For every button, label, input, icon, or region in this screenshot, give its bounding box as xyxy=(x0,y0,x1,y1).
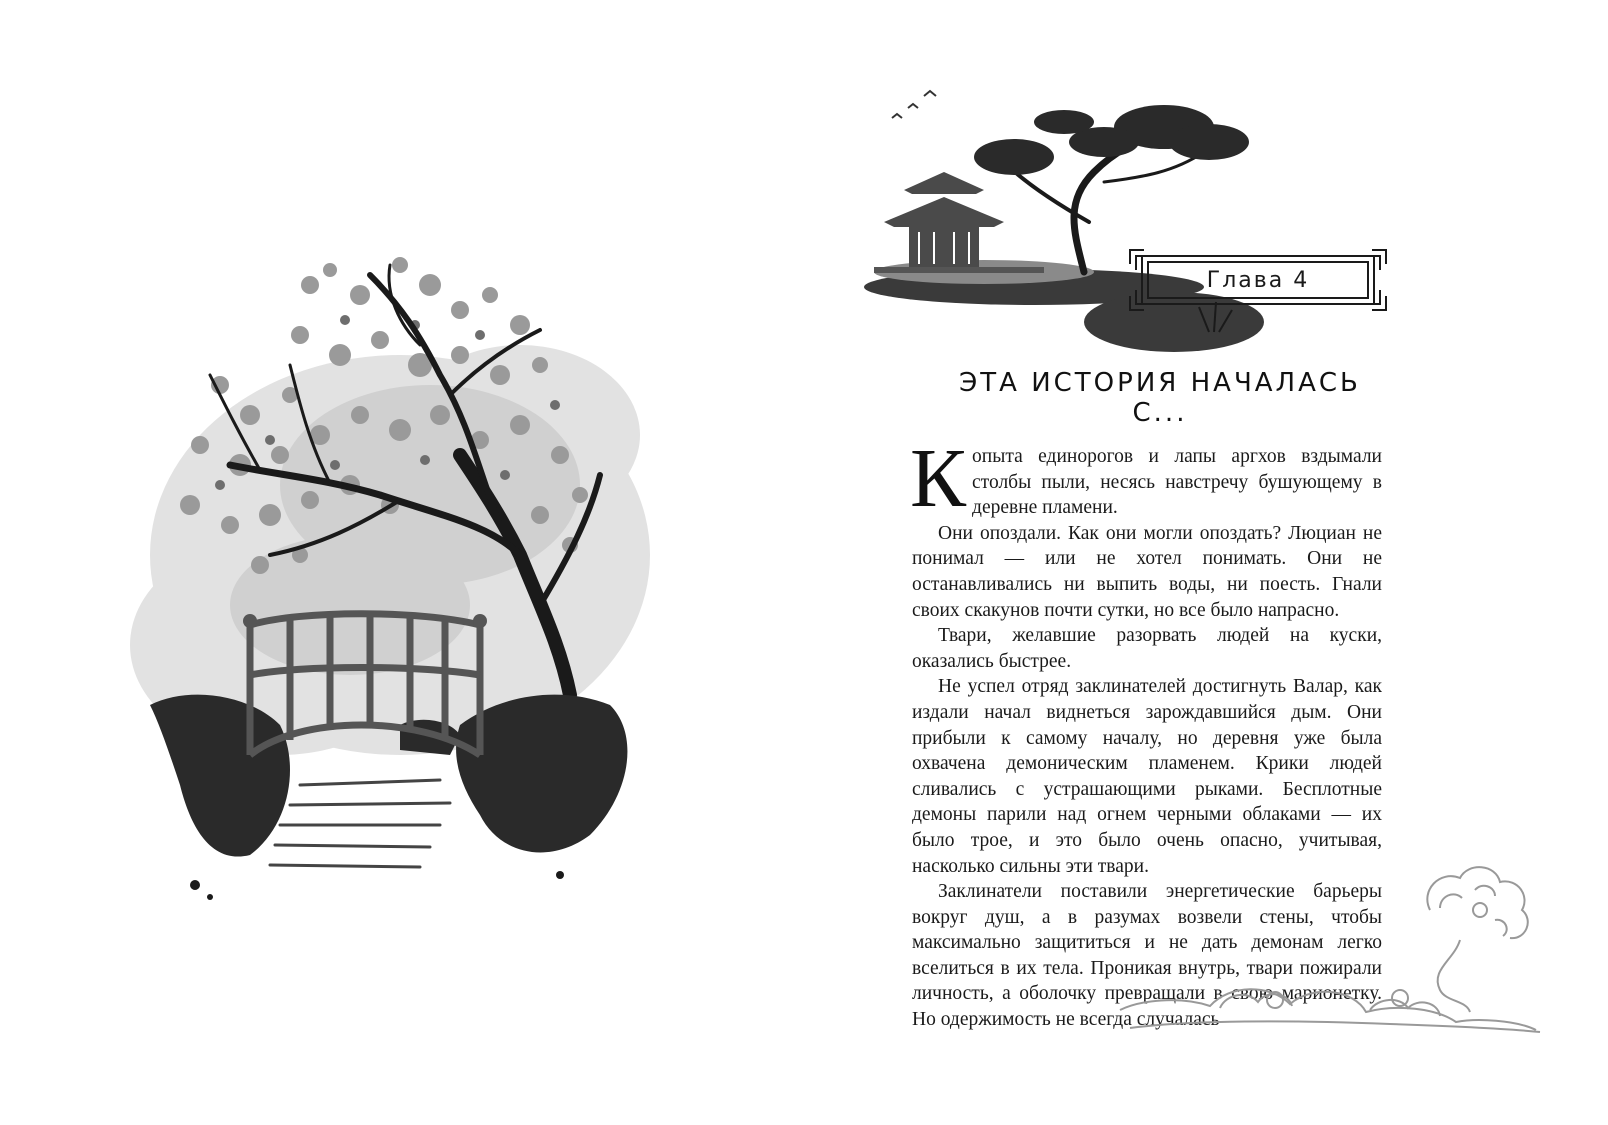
tree-bridge-illustration xyxy=(100,225,660,905)
paragraph: Не успел отряд заклинателей достигнуть Валар, как издали начал виднеться зарождавшийся дым. Они прибыли к самому началу, но деревня уже была охвачена демоническим пламенем. Крики людей сливались с устрашающими рыками. Бесплотные демоны парили над огнем черными облаками — их было трое, и это было очень опасно, учитывая, насколько сильны эти твари. xyxy=(912,676,1382,877)
paragraph: Они опоздали. Как они могли опоздать? Люциан не понимал — или не хотел понимать. Они не останавливались ни выпить воды, ни поесть. Гнали своих скакунов почти сутки, но все было напрасно. xyxy=(912,522,1382,621)
chapter-number-frame xyxy=(1128,248,1388,312)
chapter-title: ЭТА ИСТОРИЯ НАЧАЛАСЬ С... xyxy=(959,368,1361,428)
paragraph: Твари, желавшие разорвать людей на куски, оказались быстрее. xyxy=(912,625,1382,672)
pagoda-tree-illustration xyxy=(864,82,1284,382)
chapter-number: Глава 4 xyxy=(1206,267,1310,293)
paragraph-text: опыта единорогов и лапы аргхов вздымали столбы пыли, несясь навстречу бушующему в деревне пламени. xyxy=(972,446,1382,519)
paragraph xyxy=(910,432,1382,525)
drop-cap: К xyxy=(910,432,967,525)
cloud-ornament-icon xyxy=(1100,850,1560,1040)
paragraph: Заклинатели поставили энергетические барьеры вокруг душ, а в разумах возвели стены, чтобы максимально защититься и не дать демонам легко вселиться в их тела. Проникая внутрь, твари пожирали личность, а оболочку превращали в свою марионетку. Но одержимость не всегда случалась xyxy=(912,881,1382,1031)
